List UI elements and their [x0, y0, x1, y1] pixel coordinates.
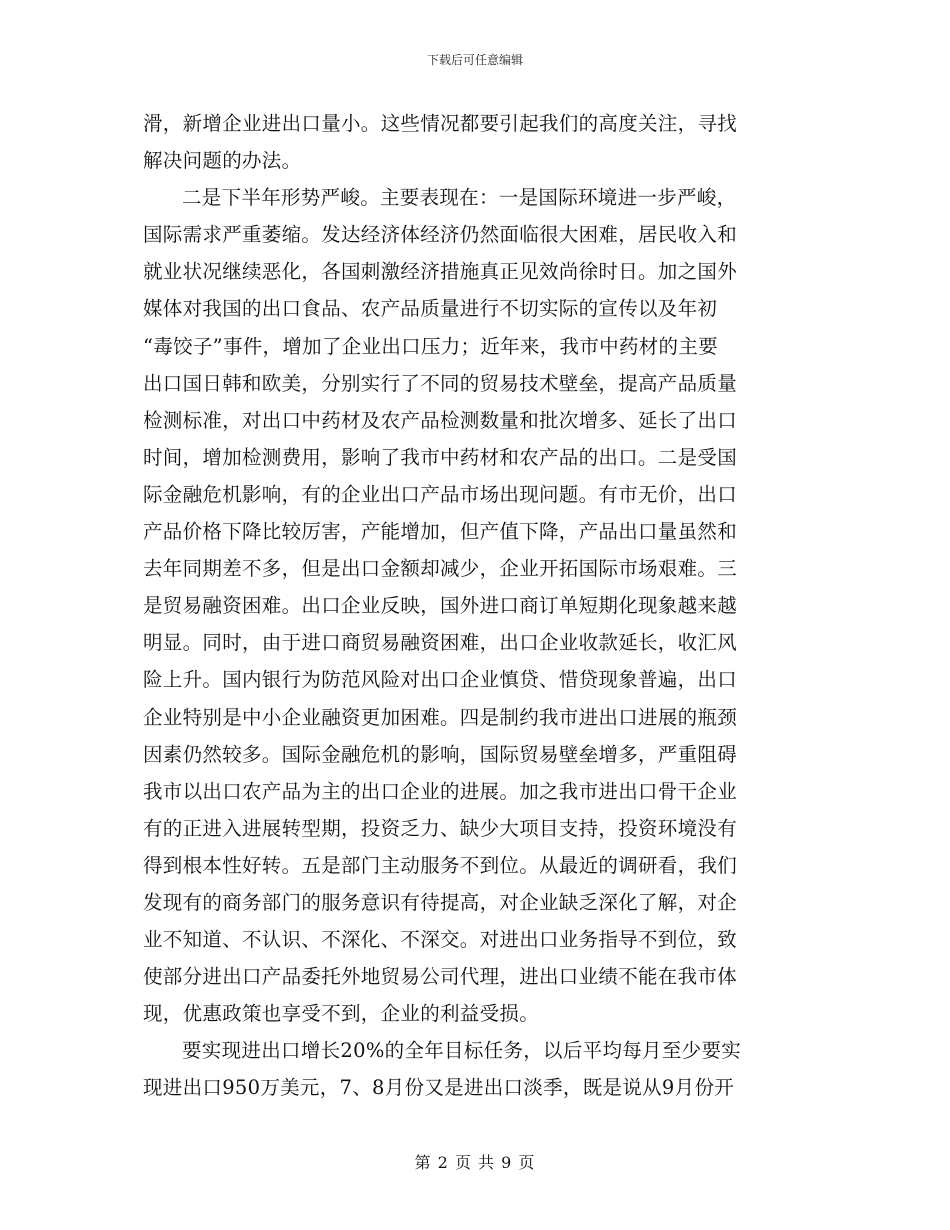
paragraph: [143, 105, 798, 179]
text-line: 国际需求严重萎缩。发达经济体经济仍然面临很大困难，居民收入和: [143, 223, 738, 247]
text-line: 去年同期差不多，但是出口金额却减少，企业开拓国际市场艰难。三: [143, 557, 738, 581]
text-line: 是贸易融资困难。出口企业反映，国外进口商订单短期化现象越来越: [143, 594, 738, 618]
text-line: 出口国日韩和欧美，分别实行了不同的贸易技术壁垒，提高产品质量: [143, 371, 738, 395]
text-line: 就业状况继续恶化，各国刺激经济措施真正见效尚徐时日。加之国外: [143, 260, 738, 284]
text-line: 时间，增加检测费用，影响了我市中药材和农产品的出口。二是受国: [143, 445, 738, 469]
paragraph: [143, 179, 798, 1032]
text-line: 发现有的商务部门的服务意识有待提高，对企业缺乏深化了解，对企: [143, 890, 738, 914]
text-line: 有的正进入进展转型期，投资乏力、缺少大项目支持，投资环境没有: [143, 816, 738, 840]
paragraph: [143, 1032, 798, 1106]
text-line: 得到根本性好转。五是部门主动服务不到位。从最近的调研看，我们: [143, 853, 738, 877]
text-line: 我市以出口农产品为主的出口企业的进展。加之我市进出口骨干企业: [143, 779, 738, 803]
text-line: 滑，新增企业进出口量小。这些情况都要引起我们的高度关注，寻找: [143, 112, 738, 135]
text-line: 企业特别是中小企业融资更加困难。四是制约我市进出口进展的瓶颈: [143, 705, 738, 729]
document-body: [143, 105, 798, 1107]
text-line: 明显。同时，由于进口商贸易融资困难，出口企业收款延长，收汇风: [143, 631, 738, 655]
text-line: 现，优惠政策也享受不到，企业的利益受损。: [143, 1002, 540, 1026]
text-line: 解决问题的办法。: [143, 149, 302, 173]
text-line: 要实现进出口增长20%的全年目标任务，以后平均每月至少要实: [182, 1039, 742, 1063]
page-footer: 第 2 页 共 9 页: [414, 1153, 536, 1172]
text-line: 使部分进出口产品委托外地贸易公司代理，进出口业绩不能在我市体: [143, 965, 738, 989]
page-header: 下载后可任意编辑: [426, 53, 523, 67]
text-line: “毒饺子”事件，增加了企业出口压力；近年来，我市中药材的主要: [143, 334, 718, 358]
text-line: 现进出口950万美元，7、8月份又是进出口淡季，既是说从9月份开: [143, 1076, 735, 1100]
text-line: 际金融危机影响，有的企业出口产品市场出现问题。有市无价，出口: [143, 482, 738, 506]
text-line: 险上升。国内银行为防范风险对出口企业慎贷、惜贷现象普遍，出口: [143, 668, 738, 692]
text-line: 业不知道、不认识、不深化、不深交。对进出口业务指导不到位，致: [143, 928, 738, 952]
text-line: 媒体对我国的出口食品、农产品质量进行不切实际的宣传以及年初: [143, 297, 718, 321]
text-line: 产品价格下降比较厉害，产能增加，但产值下降，产品出口量虽然和: [143, 520, 738, 544]
text-line: 检测标准，对出口中药材及农产品检测数量和批次增多、延长了出口: [143, 408, 738, 432]
text-line: 因素仍然较多。国际金融危机的影响，国际贸易壁垒增多，严重阻碍: [143, 742, 738, 766]
text-line: 二是下半年形势严峻。主要表现在：一是国际环境进一步严峻，: [182, 186, 737, 210]
